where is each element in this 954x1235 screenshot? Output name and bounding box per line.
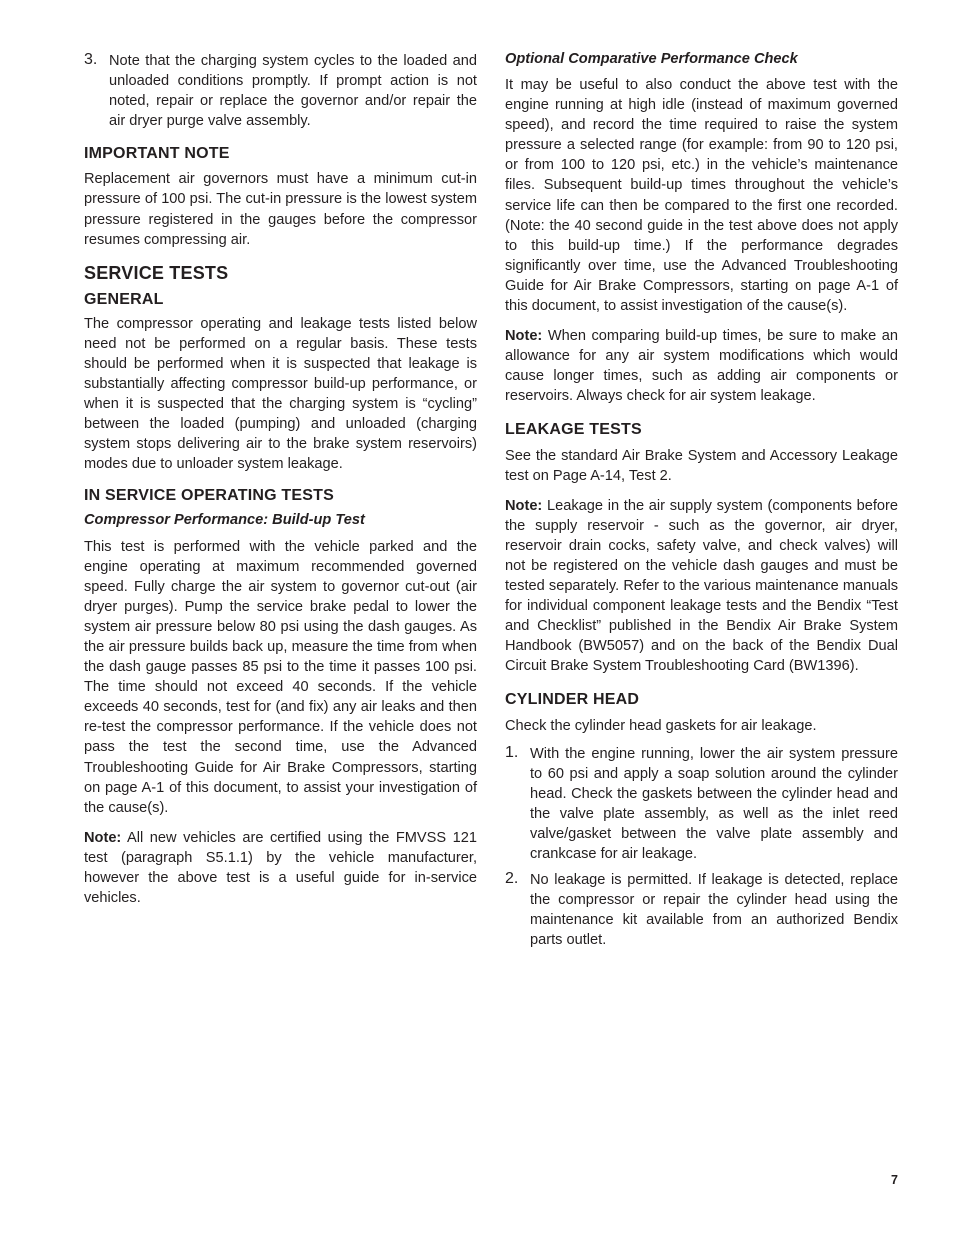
build-up-test-text: This test is performed with the vehicle parked and the engine operating at maximum recommended governed speed. Fully charge the air system to governor cut-out (air dryer purges). Pump the service brake pedal to lower the system air pressure below 80 psi using the dash gauges. As the air pressure builds back up, measure the time from when the dash gauge passes 85 psi to the time it passes 100 psi. The time should not exceed 40 seconds. If the vehicle exceeds 40 seconds, test for (and fix) any air leaks and then re-test the compressor performance. If the vehicle does not pass the test the second time, use the Advanced Troubleshooting Guide for Air Brake Compressors, starting on page A-1 of this document, to assist your investigation of the cause(s). (84, 538, 477, 816)
left-column (84, 51, 477, 908)
note-text: Leakage in the air supply system (components before the supply reservoir - such as the governor, air dryer, reservoir drain cocks, safety valve, and check valves) will not be registered on the vehicle dash gauges and must be tested separately. Refer to the various maintenance manuals for individual component leakage tests and the Bendix “Test and Checklist” published in the Bendix Air Brake System Handbook (BW5057) and on the back of the Bendix Dual Circuit Brake System Troubleshooting Card (BW1396). (505, 497, 898, 675)
fmvss-note (84, 828, 477, 908)
note-label: Note: (505, 497, 543, 514)
note-label: Note: (505, 328, 543, 345)
list-item (505, 744, 898, 865)
important-note-text: Replacement air governors must have a minimum cut-in pressure of 100 psi. The cut-in pressure is the lowest system pressure registered in the gauges before the compressor resumes compressing air. (84, 171, 477, 248)
leakage-tests-heading: LEAKAGE TESTS (505, 420, 642, 438)
optional-check-subheading: Optional Comparative Performance Check (505, 51, 798, 67)
note-text: When comparing build-up times, be sure to make an allowance for any air system modifications which would cause longer times, such as adding air components or reservoirs. Always check for air system leakage. (505, 328, 898, 405)
note-text: All new vehicles are certified using the FMVSS 121 test (paragraph S5.1.1) by the vehicle manufacturer, however the above test is a useful guide for in-service vehicles. (84, 829, 477, 907)
in-service-heading: IN SERVICE OPERATING TESTS (84, 486, 334, 504)
build-up-test-subheading: Compressor Performance: Build-up Test (84, 511, 365, 528)
general-text: The compressor operating and leakage tests listed below need not be performed on a regular basis. These tests should be performed when it is suspected that leakage is substantially affecting compressor build-up performance, or when it is suspected that the charging system is “cycling” between the loaded (pumping) and unloaded (charging system stops delivering air to the brake system reservoirs) modes due to unloader system leakage. (84, 315, 477, 473)
list-item-step-3 (84, 51, 477, 131)
cylinder-head-heading: CYLINDER HEAD (505, 690, 640, 708)
right-column (505, 51, 898, 951)
general-heading: GENERAL (84, 290, 164, 308)
leakage-note (505, 496, 898, 677)
build-up-note (505, 326, 898, 406)
list-item-text: With the engine running, lower the air system pressure to 60 psi and apply a soap solution around the cylinder head. Check the gaskets between the cylinder head and the valve plate assembly, as well as the inlet reed valve/gasket between the valve plate assembly and crankcase for air leakage. (530, 745, 898, 863)
list-number: 2. (505, 870, 519, 888)
cylinder-head-intro: Check the cylinder head gaskets for air leakage. (505, 717, 817, 734)
page-number: 7 (891, 1173, 898, 1187)
service-tests-heading: SERVICE TESTS (84, 262, 229, 283)
note-label: Note: (84, 829, 122, 846)
step-3-text: Note that the charging system cycles to the loaded and unloaded conditions promptly. If prompt action is not noted, repair or replace the governor and/or repair the air dryer purge valve assembly. (109, 53, 477, 130)
list-item-text: No leakage is permitted. If leakage is detected, replace the compressor or repair the cylinder head using the maintenance kit available from an authorized Bendix parts outlet. (530, 872, 898, 949)
optional-check-text: It may be useful to also conduct the above test with the engine running at high idle (instead of maximum governed speed), and record the time required to raise the system pressure a selected range (for example: from 90 to 120 psi, or from 100 to 120 psi, etc.) in the vehicle’s maintenance files. Subsequent build-up times throughout the vehicle’s service life can then be compared to the first one recorded. (Note: the 40 second guide in the test above does not apply to this build-up time.) If the performance degrades significantly over time, use the Advanced Troubleshooting Guide for Air Brake Compressors, starting on page A-1 of this document, to assist investigation of the cause(s). (505, 77, 898, 315)
list-item (505, 870, 898, 950)
list-number: 1. (505, 743, 519, 761)
important-note-heading: IMPORTANT NOTE (84, 145, 230, 163)
leakage-tests-text: See the standard Air Brake System and Accessory Leakage test on Page A-14, Test 2. (505, 447, 898, 484)
list-number: 3. (84, 51, 98, 68)
